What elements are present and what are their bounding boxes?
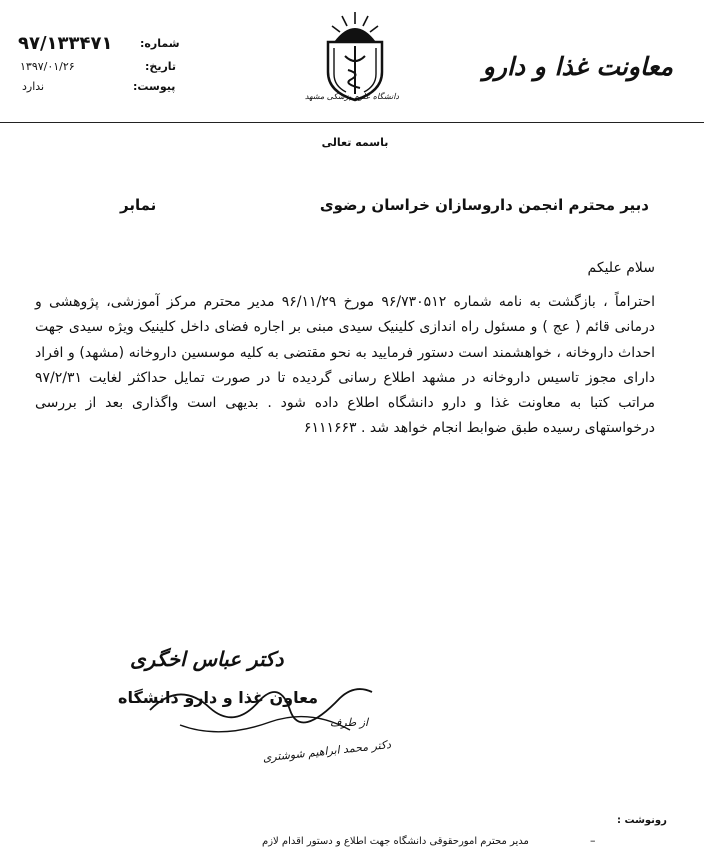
letter-body: احتراماً ، بازگشت به نامه شماره ۹۶/۷۳۰۵۱۲ مورخ ۹۶/۱۱/۲۹ مدیر محترم مرکز آموزشی، پژوهشی و درمانی قائم ( عج ) و مسئول راه اندازی کلینیک سیدی مبنی بر اجاره فضای داخل کلینیک ویژه سیدی جهت احداث داروخانه ، خواهشمند است دستور فرمایید به نحو مقتضی به کلیه موسسین داروخانه (مشهد) و افراد دارای مجوز تاسیس داروخانه در مشهد اطلاع رسانی گردیده تا در صورت تمایل حداکثر لغایت ۹۷/۲/۳۱ مراتب کتبا به معاونت غذا و دارو دانشگاه اطلاع داده شود . بدیهی است واگذاری بعد از بررسی درخواستهای رسیده طبق ضوابط انجام خواهد شد . ۶۱۱۱۶۶۳: [35, 294, 656, 437]
greeting: سلام علیکم: [587, 260, 655, 276]
number-value: ۹۷/۱۳۳۴۷۱: [18, 33, 113, 54]
cc-label: رونوشت :: [617, 815, 667, 826]
signatory-title: معاون غذا و دارو دانشگاه: [118, 688, 319, 707]
date-label: تاریخ:: [145, 60, 177, 73]
signatory-name: دکتر عباس اخگری: [130, 647, 284, 671]
on-behalf-name: دکتر محمد ابراهیم شوشتری: [262, 738, 392, 765]
number-label: شماره:: [140, 37, 180, 50]
date-value: ۱۳۹۷/۰۱/۲۶: [20, 60, 75, 73]
logo-caption: دانشگاه علوم پزشکی مشهد: [304, 92, 399, 101]
fax-label: نمابر: [120, 196, 157, 214]
office-title: معاونت غذا و دارو: [482, 52, 673, 81]
recipient: دبیر محترم انجمن داروسازان خراسان رضوی: [319, 196, 649, 214]
attachment-value: ندارد: [22, 80, 45, 93]
cc-bullet: –: [590, 834, 596, 847]
header-divider: [0, 122, 704, 123]
attachment-label: پیوست:: [133, 80, 176, 93]
cc-item: مدیر محترم امورحقوقی دانشگاه جهت اطلاع و دستور اقدام لازم: [262, 836, 529, 847]
invocation: باسمه تعالی: [321, 136, 389, 149]
on-behalf-label: از طرف: [330, 716, 369, 729]
